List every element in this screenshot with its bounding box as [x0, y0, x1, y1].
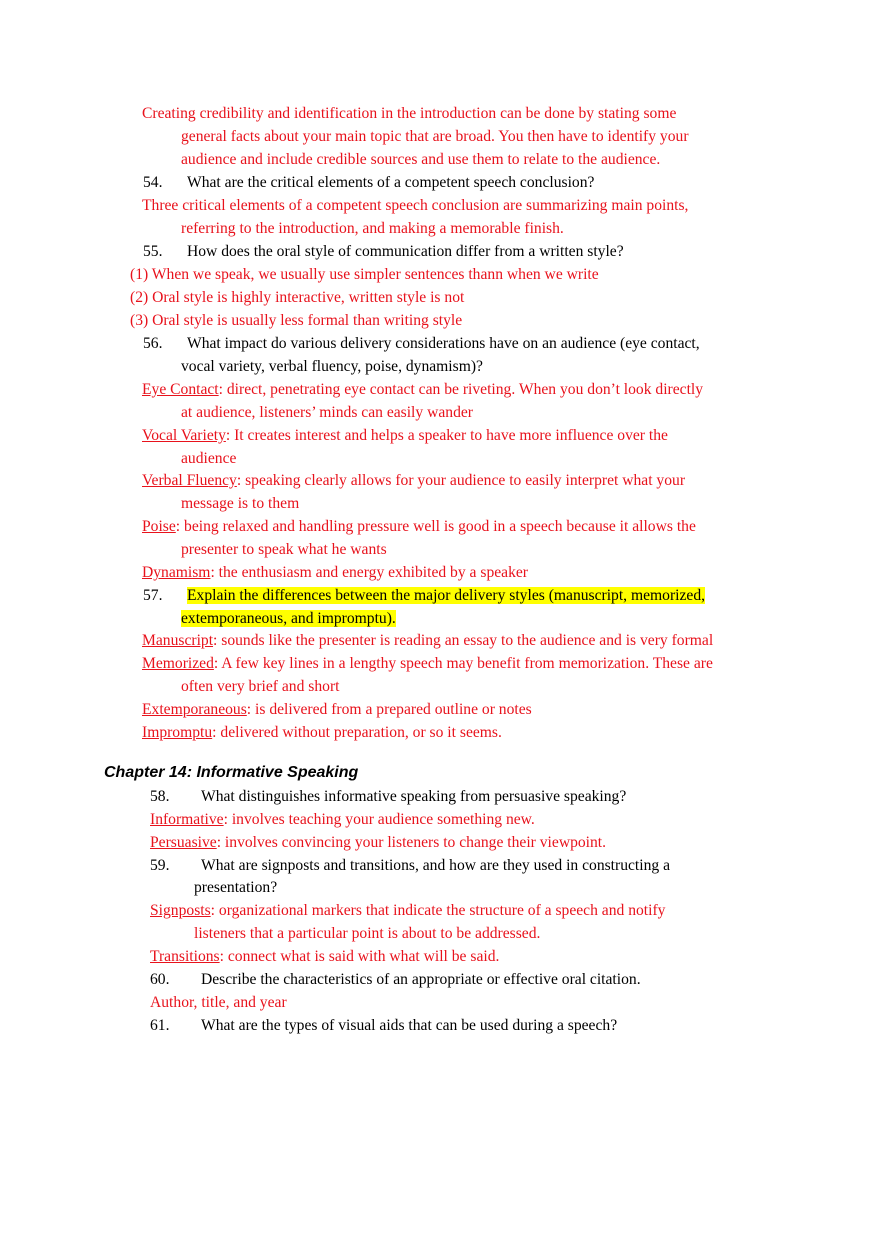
answer-line: Three critical elements of a competent speech conclusion are summarizing main points,: [142, 197, 689, 214]
definition-eye-contact: [142, 380, 703, 400]
definition-signposts: [150, 901, 665, 921]
term: Signposts: [150, 902, 211, 919]
definition-persuasive: [150, 833, 606, 853]
definition-extemporaneous: [142, 700, 532, 720]
definition: : involves convincing your listeners to change their viewpoint.: [216, 834, 607, 851]
question-number: 55.: [143, 243, 163, 260]
question-55: [143, 242, 624, 262]
definition: : direct, penetrating eye contact can be riveting. When you don’t look directly: [218, 381, 704, 398]
answer-line: message is to them: [181, 495, 300, 512]
answer-line: at audience, listeners’ minds can easily wander: [181, 404, 473, 421]
definition: : It creates interest and helps a speaker to have more influence over the: [225, 427, 668, 444]
question-54: [143, 173, 594, 193]
definition-impromptu: [142, 723, 502, 743]
question-text: Describe the characteristics of an appropriate or effective oral citation.: [201, 971, 641, 988]
question-number: 60.: [150, 971, 170, 988]
definition-poise: [142, 517, 696, 537]
definition: : being relaxed and handling pressure well is good in a speech because it allows the: [175, 518, 696, 535]
question-text: What are the types of visual aids that can be used during a speech?: [201, 1017, 618, 1034]
term: Vocal Variety: [142, 427, 226, 444]
term: Verbal Fluency: [142, 472, 237, 489]
definition: : involves teaching your audience something new.: [223, 811, 535, 828]
question-number: 57.: [143, 587, 163, 604]
question-61: [150, 1016, 617, 1036]
definition: : A few key lines in a lengthy speech may benefit from memorization. These are: [213, 655, 713, 672]
definition: : sounds like the presenter is reading an essay to the audience and is very formal: [213, 632, 714, 649]
definition-dynamism: [142, 563, 528, 583]
definition: : speaking clearly allows for your audience to easily interpret what your: [236, 472, 686, 489]
definition: : is delivered from a prepared outline or notes: [246, 701, 532, 718]
answer-line: Author, title, and year: [150, 994, 287, 1011]
term: Eye Contact: [142, 381, 219, 398]
term: Informative: [150, 811, 224, 828]
definition-memorized: [142, 654, 713, 674]
definition: : organizational markers that indicate the structure of a speech and notify: [210, 902, 666, 919]
question-text: How does the oral style of communication differ from a written style?: [187, 243, 624, 260]
term: Impromptu: [142, 724, 213, 741]
term: Memorized: [142, 655, 214, 672]
question-text: What impact do various delivery considerations have on an audience (eye contact,: [187, 335, 700, 352]
answer-line: general facts about your main topic that are broad. You then have to identify your: [181, 128, 689, 145]
answer-line: audience: [181, 450, 237, 467]
question-number: 54.: [143, 174, 163, 191]
definition-vocal-variety: [142, 426, 668, 446]
definition-transitions: [150, 947, 499, 967]
term: Dynamism: [142, 564, 211, 581]
question-57-cont: [181, 609, 396, 629]
question-text: presentation?: [194, 879, 278, 896]
question-text: What distinguishes informative speaking from persuasive speaking?: [201, 788, 627, 805]
question-56: [143, 334, 700, 354]
definition: : connect what is said with what will be said.: [219, 948, 500, 965]
question-number: 61.: [150, 1017, 170, 1034]
question-59: [150, 856, 670, 876]
definition-verbal-fluency: [142, 471, 685, 491]
definition-manuscript: [142, 631, 713, 651]
answer-line: often very brief and short: [181, 678, 340, 695]
question-number: 56.: [143, 335, 163, 352]
answer-line: listeners that a particular point is about to be addressed.: [194, 925, 541, 942]
answer-line: presenter to speak what he wants: [181, 541, 387, 558]
question-60: [150, 970, 641, 990]
highlighted-question: Explain the differences between the major delivery styles (manuscript, memorized,: [187, 587, 706, 604]
answer-line: audience and include credible sources and use them to relate to the audience.: [181, 151, 661, 168]
question-number: 58.: [150, 788, 170, 805]
term: Persuasive: [150, 834, 217, 851]
list-item: (2) Oral style is highly interactive, written style is not: [130, 289, 465, 306]
answer-line: Creating credibility and identification in the introduction can be done by stating some: [142, 105, 677, 122]
definition: : delivered without preparation, or so it seems.: [212, 724, 502, 741]
term: Transitions: [150, 948, 220, 965]
question-text: What are the critical elements of a competent speech conclusion?: [187, 174, 595, 191]
question-57: [143, 586, 705, 606]
question-text: vocal variety, verbal fluency, poise, dynamism)?: [181, 358, 483, 375]
list-item: (1) When we speak, we usually use simpler sentences thann when we write: [130, 266, 599, 283]
chapter-heading: Chapter 14: Informative Speaking: [104, 764, 359, 781]
term: Manuscript: [142, 632, 214, 649]
definition: : the enthusiasm and energy exhibited by a speaker: [210, 564, 528, 581]
term: Extemporaneous: [142, 701, 247, 718]
answer-line: referring to the introduction, and making a memorable finish.: [181, 220, 564, 237]
question-text: What are signposts and transitions, and how are they used in constructing a: [201, 857, 671, 874]
definition-informative: [150, 810, 535, 830]
question-number: 59.: [150, 857, 170, 874]
question-58: [150, 787, 626, 807]
term: Poise: [142, 518, 176, 535]
highlighted-question: extemporaneous, and impromptu).: [181, 610, 396, 627]
list-item: (3) Oral style is usually less formal than writing style: [130, 312, 463, 329]
